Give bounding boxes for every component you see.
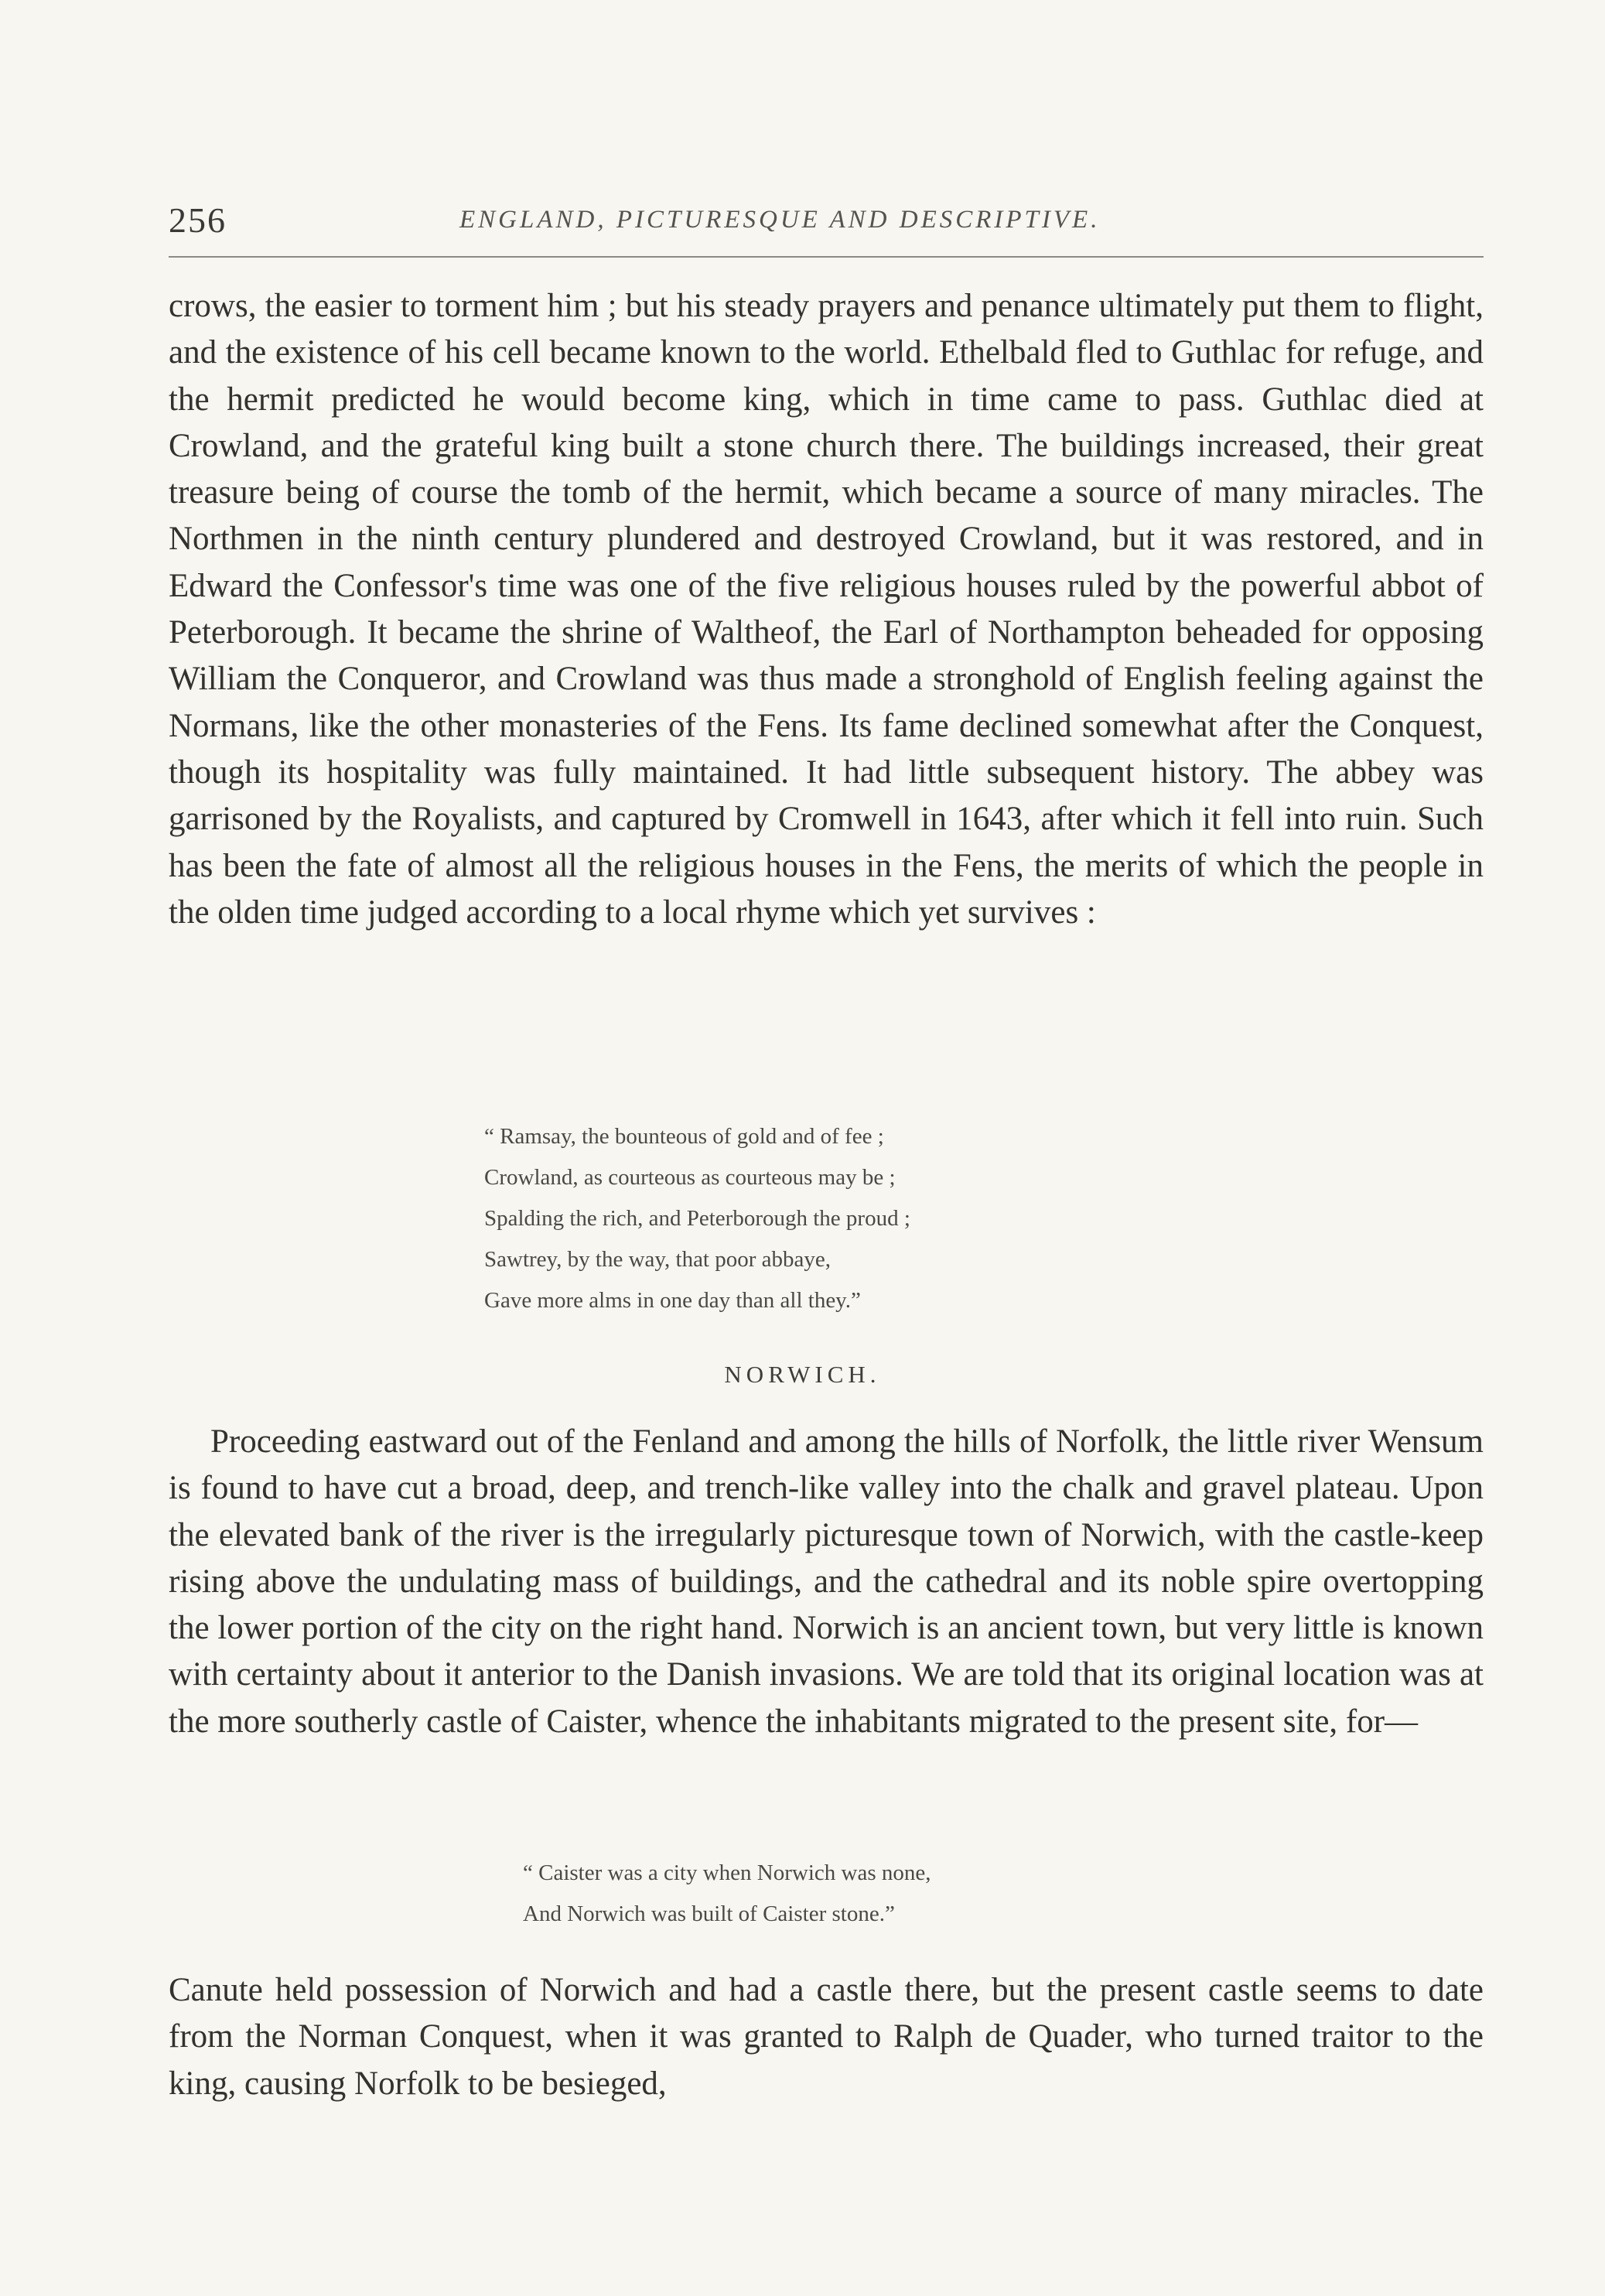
body-section-2 (169, 1419, 1484, 1745)
verse-line: Sawtrey, by the way, that poor abbaye, (484, 1247, 832, 1272)
rhyme-verse-abbeys (484, 1116, 910, 1321)
section-heading-norwich: NORWICH. (724, 1361, 881, 1388)
verse-line: Spalding the rich, and Peterborough the proud ; (484, 1206, 910, 1231)
running-title: ENGLAND, PICTURESQUE AND DESCRIPTIVE. (459, 206, 1101, 234)
paragraph-canute: Canute held possession of Norwich and had a castle there, but the present castle seems to date from the Norman Conquest, when it was granted to Ralph de Quader, who turned traitor to the king, causing Norfolk to be besieged, (169, 1972, 1484, 2102)
verse-line: Crowland, as courteous as courteous may be ; (484, 1165, 896, 1190)
body-section-3 (169, 1967, 1484, 2107)
body-section-1 (169, 283, 1484, 936)
verse-line: And Norwich was built of Caister stone.” (523, 1901, 895, 1926)
rhyme-verse-caister (523, 1853, 931, 1935)
paragraph-crowland: crows, the easier to torment him ; but his steady prayers and penance ultimately put them to flight, and the existence of his cell became known to the world. Ethelbald fled to Guthlac for refuge, and the hermit predicted he would become king, which in time came to pass. Guthlac died at Crowland, and the grateful king built a stone church there. The buildings increased, their great treasure being of course the tomb of the hermit, which became a source of many miracles. The Northmen in the ninth century plundered and destroyed Crowland, but it was restored, and in Edward the Confessor's time was one of the five religious houses ruled by the powerful abbot of Peterborough. It became the shrine of Waltheof, the Earl of Northampton beheaded for opposing William the Conqueror, and Crowland was thus made a stronghold of English feeling against the Normans, like the other monasteries of the Fens. Its fame declined somewhat after the Conquest, though its hospitality was fully maintained. It had little subsequent history. The abbey was garrisoned by the Royalists, and captured by Cromwell in 1643, after which it fell into ruin. Such has been the fate of almost all the religious houses in the Fens, the merits of which the people in the olden time judged according to a local rhyme which yet survives : (169, 288, 1484, 931)
header-rule (169, 256, 1484, 258)
verse-line: Gave more alms in one day than all they.” (484, 1288, 861, 1313)
page-number: 256 (169, 200, 227, 240)
verse-line: “ Ramsay, the bounteous of gold and of fee ; (484, 1124, 884, 1149)
paragraph-norwich: Proceeding eastward out of the Fenland and among the hills of Norfolk, the little river Wensum is found to have cut a broad, deep, and trench-like valley into the chalk and gravel plateau. Upon the elevated bank of the river is the irregularly picturesque town of Norwich, with the castle-keep rising above the undulating mass of buildings, and the cathedral and its noble spire overtopping the lower portion of the city on the right hand. Norwich is an ancient town, but very little is known with certainty about it anterior to the Danish invasions. We are told that its original location was at the more southerly castle of Caister, whence the inhabitants migrated to the present site, for— (169, 1423, 1484, 1740)
page-header (169, 200, 1484, 243)
verse-line: “ Caister was a city when Norwich was none, (523, 1860, 931, 1885)
